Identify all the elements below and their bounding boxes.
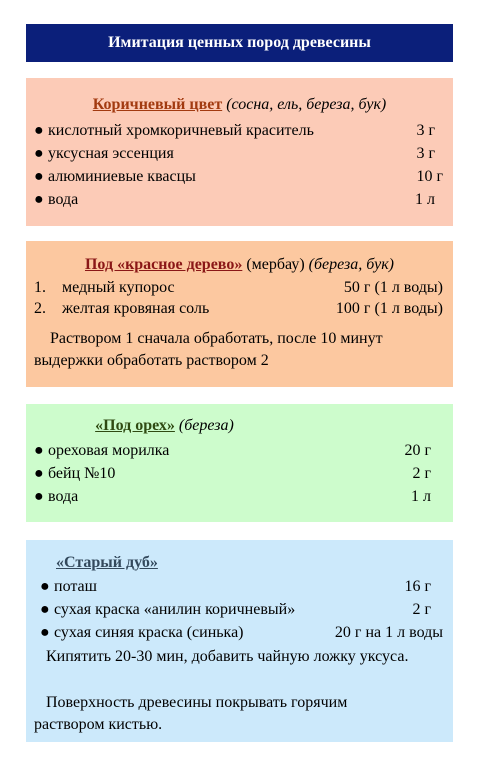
item-qty: 16 г: [404, 578, 431, 595]
item-name: бейц №10: [48, 465, 116, 482]
item-name: ореховая морилка: [48, 442, 170, 459]
heading-label: «Старый дуб»: [56, 554, 158, 571]
list-item: [34, 486, 78, 508]
item-qty: 100 г (1 л воды): [335, 300, 443, 317]
item-name: кислотный хромкоричневый краситель: [48, 122, 314, 139]
recipe-card-old-oak: [26, 540, 453, 742]
heading-note: (сосна, ель, береза, бук): [226, 96, 387, 113]
item-qty: 1 л: [411, 488, 431, 505]
list-item: [40, 576, 97, 598]
item-name: сухая краска «анилин коричневый»: [54, 601, 296, 618]
item-name: алюминиевые квасцы: [48, 168, 196, 185]
bullet-icon: ●: [34, 465, 44, 482]
bullet-icon: ●: [40, 601, 50, 618]
instruction-text: Поверхность древесины покрывать горячим раствором кистью.: [34, 694, 348, 733]
item-qty: 50 г (1 л воды): [343, 279, 443, 296]
section-heading: [26, 96, 453, 114]
item-qty: 1 л: [415, 191, 435, 208]
list-item: [34, 166, 196, 188]
item-qty: 10 г: [416, 168, 443, 185]
item-qty: 2 г: [412, 465, 431, 482]
bullet-icon: ●: [34, 442, 44, 459]
item-name: вода: [48, 488, 79, 505]
recipe-card-mahogany: [26, 241, 453, 387]
recipe-card-brown: [26, 78, 453, 226]
heading-label: Коричневый цвет: [92, 96, 223, 113]
bullet-icon: ●: [34, 168, 44, 185]
instruction-text: Кипятить 20-30 мин, добавить чайную ложку уксуса.: [46, 648, 409, 665]
section-heading: [0, 417, 453, 435]
item-qty: 2 г: [412, 601, 431, 618]
list-item: [34, 463, 115, 485]
list-item: [34, 189, 78, 211]
item-number: 2.: [34, 300, 46, 317]
page-title: Имитация ценных пород древесины: [26, 24, 453, 62]
item-name: поташ: [54, 578, 97, 595]
item-qty: 3 г: [416, 122, 435, 139]
bullet-icon: ●: [34, 191, 44, 208]
list-item: [40, 622, 244, 644]
item-name: желтая кровяная соль: [62, 300, 210, 317]
section-heading: [26, 256, 453, 274]
recipe-card-walnut: [26, 404, 453, 522]
item-qty: 3 г: [416, 145, 435, 162]
bullet-icon: ●: [40, 624, 50, 641]
item-qty: 20 г: [404, 442, 431, 459]
heading-note: (мербау): [246, 256, 305, 273]
instruction-text: Раствором 1 сначала обработать, после 10 минут выдержки обработать раствором 2: [34, 330, 383, 369]
bullet-icon: ●: [40, 578, 50, 595]
section-heading: [56, 552, 158, 574]
bullet-icon: ●: [34, 488, 44, 505]
list-item: [40, 599, 295, 621]
item-name: сухая синяя краска (синька): [54, 624, 244, 641]
bullet-icon: ●: [34, 122, 44, 139]
heading-label: «Под орех»: [95, 417, 175, 434]
item-name: вода: [48, 191, 79, 208]
heading-note-italic: (береза, бук): [308, 256, 394, 273]
heading-note: (береза): [178, 417, 234, 434]
item-name: медный купорос: [62, 279, 175, 296]
bullet-icon: ●: [34, 145, 44, 162]
list-item: [34, 440, 169, 462]
list-item: [34, 277, 175, 299]
heading-label: Под «красное дерево»: [84, 256, 243, 273]
list-item: [34, 120, 314, 142]
item-number: 1.: [34, 279, 46, 296]
list-item: [34, 143, 174, 165]
item-name: уксусная эссенция: [48, 145, 174, 162]
item-qty: 20 г на 1 л воды: [334, 624, 443, 641]
list-item: [34, 298, 209, 320]
